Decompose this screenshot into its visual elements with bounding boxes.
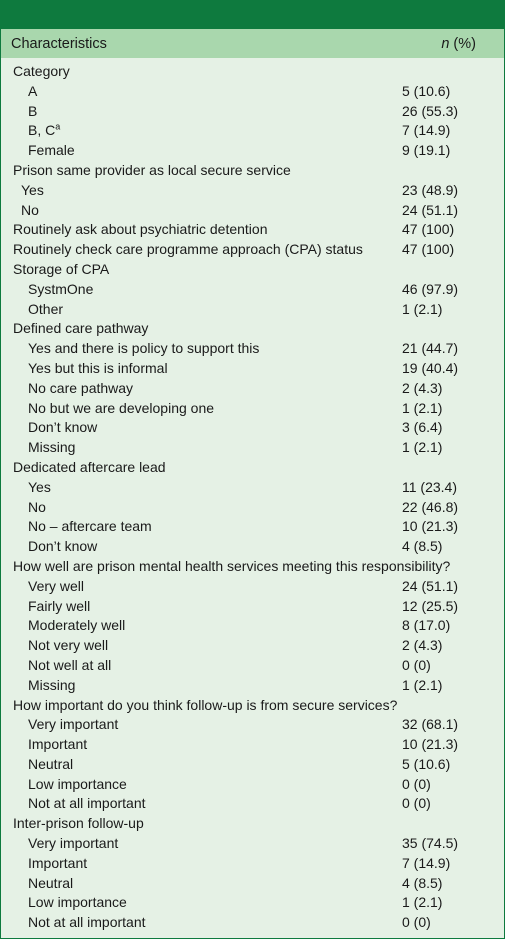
row-label-text: Dedicated aftercare lead xyxy=(13,458,166,475)
row-label-text: Defined care pathway xyxy=(13,320,149,337)
row-label-text: Prison same provider as local secure service xyxy=(13,161,291,178)
row-value: 47 (100) xyxy=(402,241,455,258)
table-row xyxy=(1,874,504,894)
row-value: 0 (0) xyxy=(402,795,431,812)
row-label-text: Low importance xyxy=(28,894,127,911)
row-label xyxy=(1,735,87,755)
row-label-text: Category xyxy=(13,63,70,79)
table-row xyxy=(1,201,504,221)
row-label xyxy=(1,577,84,597)
row-label-text: Yes but this is informal xyxy=(28,359,168,376)
row-label xyxy=(1,478,51,498)
row-label xyxy=(1,498,46,518)
table-row xyxy=(1,121,504,141)
row-label xyxy=(1,537,97,557)
row-value: 24 (51.1) xyxy=(402,577,459,594)
row-label-text: No – aftercare team xyxy=(28,518,152,535)
row-value: 32 (68.1) xyxy=(402,716,459,733)
row-label xyxy=(1,418,97,438)
row-label xyxy=(1,814,144,834)
row-value: 10 (21.3) xyxy=(402,518,459,535)
row-label-text: Don’t know xyxy=(28,419,98,436)
row-label xyxy=(1,121,60,141)
row-label-text: No but we are developing one xyxy=(28,399,215,416)
row-label xyxy=(1,161,291,181)
row-value: 1 (2.1) xyxy=(402,894,443,911)
table-row xyxy=(1,240,504,260)
row-label-text: Yes xyxy=(28,478,51,495)
row-label-text: Not very well xyxy=(28,637,109,654)
row-label xyxy=(1,260,109,280)
row-label-text: Not at all important xyxy=(28,914,146,931)
table-row xyxy=(1,300,504,320)
table-row xyxy=(1,379,504,399)
row-label-text: Moderately well xyxy=(28,617,126,634)
row-label-text: Important xyxy=(28,736,88,753)
row-label xyxy=(1,636,108,656)
row-label-text: Inter-prison follow-up xyxy=(13,815,144,832)
row-label-text: No xyxy=(28,498,46,515)
row-value: 22 (46.8) xyxy=(402,498,459,515)
row-label xyxy=(1,240,363,260)
row-label xyxy=(1,379,133,399)
table-row xyxy=(1,893,504,913)
row-value: 0 (0) xyxy=(402,656,431,673)
row-value xyxy=(402,696,504,716)
table-row xyxy=(1,478,504,498)
row-label-text: Very important xyxy=(28,835,119,852)
table-row xyxy=(1,438,504,458)
table-row xyxy=(1,62,504,82)
row-label xyxy=(1,696,397,716)
row-label-text: Yes xyxy=(21,181,44,198)
row-value: 10 (21.3) xyxy=(402,736,459,753)
row-label-text: How well are prison mental health services meeting this responsibility? xyxy=(13,557,451,574)
row-label-text: Important xyxy=(28,854,88,871)
row-label xyxy=(1,319,148,339)
row-label xyxy=(1,557,450,577)
row-label xyxy=(1,220,267,240)
row-label xyxy=(1,893,127,913)
row-value: 0 (0) xyxy=(402,914,431,931)
table-row xyxy=(1,537,504,557)
header-n-percent xyxy=(441,36,504,52)
row-label-text: Yes and there is policy to support this xyxy=(28,340,260,357)
row-label xyxy=(1,854,87,874)
table-row xyxy=(1,498,504,518)
row-label xyxy=(1,438,75,458)
table-row xyxy=(1,418,504,438)
row-value: 4 (8.5) xyxy=(402,538,443,555)
table-row xyxy=(1,834,504,854)
row-label-text: Don’t know xyxy=(28,538,98,555)
table-row xyxy=(1,260,504,280)
table-row xyxy=(1,913,504,933)
row-label xyxy=(1,656,111,676)
table-row xyxy=(1,141,504,161)
row-label-text: SystmOne xyxy=(28,280,94,297)
row-label xyxy=(1,616,125,636)
table-row xyxy=(1,597,504,617)
row-label-text: Routinely ask about psychiatric detention xyxy=(13,221,268,238)
row-value: 24 (51.1) xyxy=(402,201,459,218)
table-row xyxy=(1,557,504,577)
table-row xyxy=(1,339,504,359)
row-label-text: Not well at all xyxy=(28,656,112,673)
row-value: 7 (14.9) xyxy=(402,122,451,139)
row-label xyxy=(1,597,90,617)
table-row xyxy=(1,577,504,597)
row-label-text: Low importance xyxy=(28,775,127,792)
row-value: 2 (4.3) xyxy=(402,379,443,396)
row-value xyxy=(402,814,504,834)
table-row xyxy=(1,517,504,537)
row-value xyxy=(402,260,504,280)
row-label xyxy=(1,339,259,359)
row-label-text: Routinely check care programme approach (CPA) status xyxy=(13,241,363,258)
table-row xyxy=(1,458,504,478)
row-label xyxy=(1,517,152,537)
row-label xyxy=(1,280,93,300)
row-value: 35 (74.5) xyxy=(402,835,459,852)
table-body xyxy=(1,58,504,933)
row-value: 3 (6.4) xyxy=(402,419,443,436)
row-label-text: Female xyxy=(28,142,75,159)
row-label-text: Neutral xyxy=(28,874,74,891)
row-label xyxy=(1,181,44,201)
table-title-bar xyxy=(1,1,504,29)
table-row xyxy=(1,755,504,775)
row-label-text: B, C xyxy=(28,122,56,139)
row-value: 5 (10.6) xyxy=(402,82,451,99)
header-n: n xyxy=(441,35,450,52)
row-label-text: A xyxy=(28,82,38,99)
row-value xyxy=(402,62,504,82)
row-value xyxy=(402,458,504,478)
table-row xyxy=(1,656,504,676)
footnote-marker: a xyxy=(55,121,61,132)
row-label xyxy=(1,102,37,122)
row-label-text: No care pathway xyxy=(28,379,134,396)
table-row xyxy=(1,616,504,636)
row-label xyxy=(1,201,39,221)
row-label xyxy=(1,874,73,894)
table-row xyxy=(1,161,504,181)
table-row xyxy=(1,696,504,716)
row-label xyxy=(1,141,75,161)
row-value xyxy=(450,557,505,577)
row-value: 1 (2.1) xyxy=(402,399,443,416)
row-label xyxy=(1,913,146,933)
row-label-text: Very important xyxy=(28,716,119,733)
table-row xyxy=(1,676,504,696)
table-row xyxy=(1,735,504,755)
row-value: 8 (17.0) xyxy=(402,617,451,634)
table-row xyxy=(1,280,504,300)
table-row xyxy=(1,359,504,379)
table-row xyxy=(1,181,504,201)
row-label xyxy=(1,62,70,82)
table-row xyxy=(1,814,504,834)
header-percent: (%) xyxy=(449,35,476,52)
row-value: 2 (4.3) xyxy=(402,637,443,654)
row-label-text: Fairly well xyxy=(28,597,91,614)
row-label-text: Neutral xyxy=(28,755,74,772)
row-value: 46 (97.9) xyxy=(402,280,459,297)
table-row xyxy=(1,636,504,656)
row-label-text: Missing xyxy=(28,676,76,693)
row-label xyxy=(1,359,168,379)
row-label-text: Storage of CPA xyxy=(13,260,110,277)
row-value: 1 (2.1) xyxy=(402,439,443,456)
row-label xyxy=(1,715,118,735)
row-value: 47 (100) xyxy=(402,221,455,238)
row-value: 23 (48.9) xyxy=(402,181,459,198)
row-value: 21 (44.7) xyxy=(402,340,459,357)
row-value: 26 (55.3) xyxy=(402,102,459,119)
row-label-text: No xyxy=(21,201,39,218)
row-value xyxy=(402,161,504,181)
row-value: 1 (2.1) xyxy=(402,676,443,693)
table-row xyxy=(1,399,504,419)
row-value xyxy=(402,319,504,339)
row-value: 0 (0) xyxy=(402,775,431,792)
row-value: 12 (25.5) xyxy=(402,597,459,614)
row-label xyxy=(1,775,127,795)
row-label xyxy=(1,834,118,854)
row-value: 19 (40.4) xyxy=(402,359,459,376)
row-value: 9 (19.1) xyxy=(402,142,451,159)
row-value: 4 (8.5) xyxy=(402,874,443,891)
row-label-text: Not at all important xyxy=(28,795,146,812)
row-label-text: How important do you think follow-up is from secure services? xyxy=(13,696,398,713)
row-label-text: Other xyxy=(28,300,64,317)
table-header-row xyxy=(1,29,504,58)
table-row xyxy=(1,715,504,735)
row-label xyxy=(1,399,214,419)
table-row xyxy=(1,319,504,339)
row-label xyxy=(1,755,73,775)
row-label xyxy=(1,82,37,102)
row-value: 11 (23.4) xyxy=(402,478,457,495)
table-row xyxy=(1,794,504,814)
table-row xyxy=(1,220,504,240)
row-value: 1 (2.1) xyxy=(402,300,443,317)
row-value: 7 (14.9) xyxy=(402,854,451,871)
row-label-text: Missing xyxy=(28,439,76,456)
table-row xyxy=(1,775,504,795)
row-label xyxy=(1,458,166,478)
row-label xyxy=(1,676,75,696)
table-row xyxy=(1,102,504,122)
row-label xyxy=(1,794,146,814)
row-value: 5 (10.6) xyxy=(402,755,451,772)
row-label-text: Very well xyxy=(28,577,85,594)
table-row xyxy=(1,82,504,102)
row-label-text: B xyxy=(28,102,38,119)
header-characteristics: Characteristics xyxy=(11,35,107,52)
table-row xyxy=(1,854,504,874)
row-label xyxy=(1,300,63,320)
